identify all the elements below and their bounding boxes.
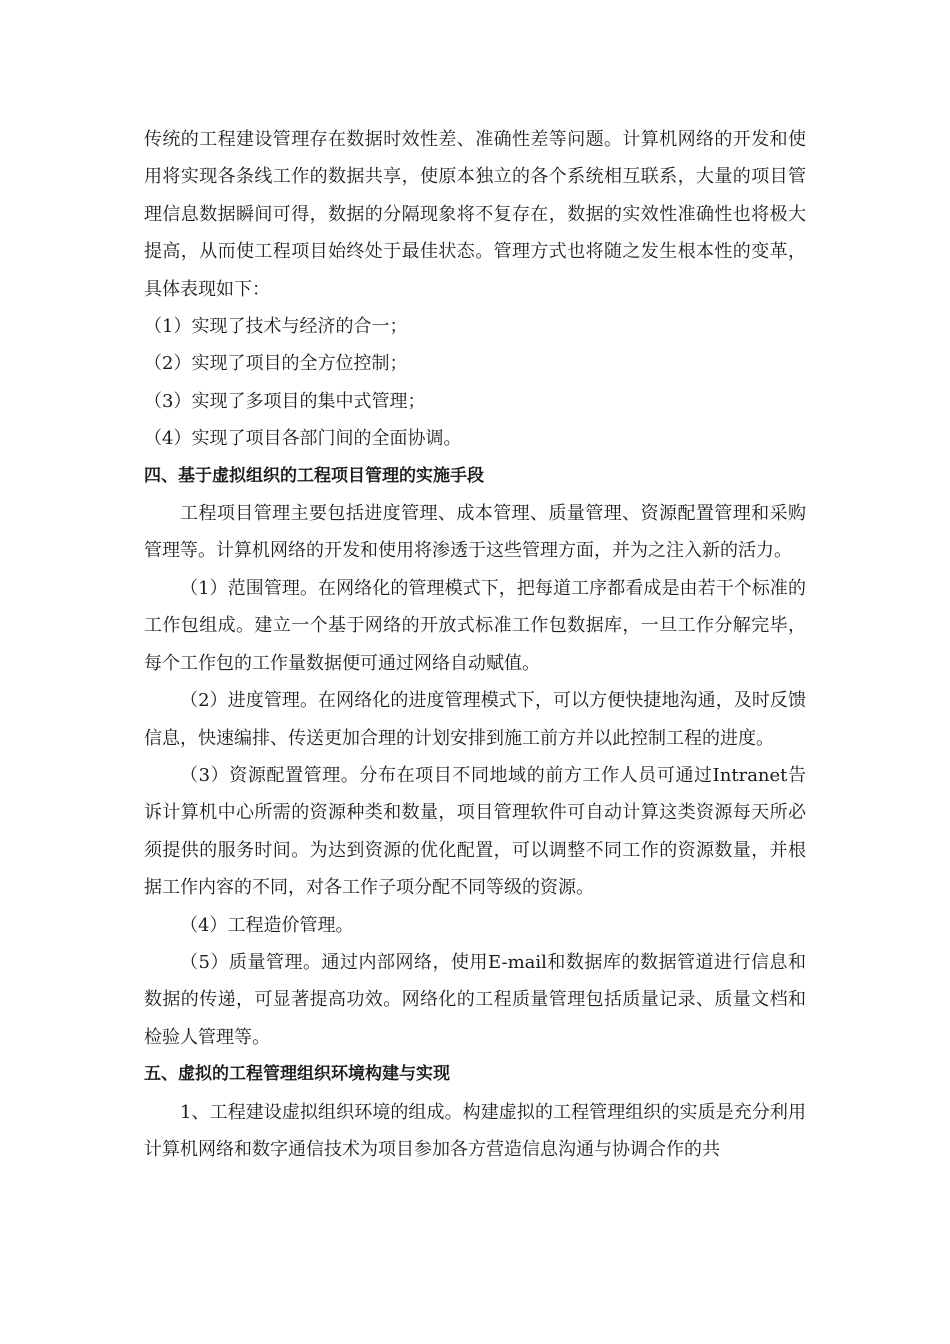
list-item: （1）实现了技术与经济的合一；	[144, 316, 408, 338]
list-item: （3）实现了多项目的集中式管理；	[144, 390, 426, 412]
section-heading: 四、基于虚拟组织的工程项目管理的实施手段	[144, 465, 484, 486]
body-paragraph: （3）资源配置管理。分布在项目不同地域的前方工作人员可通过Intranet告诉计算机中心所需的资源种类和数量，项目管理软件可自动计算这类资源每天所必须提供的服务时间。为达到资源的优化配置，可以调整不同工作的资源数量，并根据工作内容的不同，对各工作子项分配不同等级的资源。	[144, 764, 806, 899]
list-item: （2）实现了项目的全方位控制；	[144, 353, 408, 375]
section-heading: 五、虚拟的工程管理组织环境构建与实现	[144, 1064, 450, 1085]
body-paragraph: 工程项目管理主要包括进度管理、成本管理、质量管理、资源配置管理和采购管理等。计算机网络的开发和使用将渗透于这些管理方面，并为之注入新的活力。	[144, 503, 806, 562]
body-paragraph: （4）工程造价管理。	[180, 914, 354, 936]
body-paragraph: （1）范围管理。在网络化的管理模式下，把每道工序都看成是由若干个标准的工作包组成。建立一个基于网络的开放式标准工作包数据库，一旦工作分解完毕，每个工作包的工作量数据便可通过网络自动赋值。	[144, 577, 806, 674]
document-body	[144, 121, 806, 1168]
list-item: （4）实现了项目各部门间的全面协调。	[144, 428, 462, 450]
body-paragraph: 1、工程建设虚拟组织环境的组成。构建虚拟的工程管理组织的实质是充分利用计算机网络和数字通信技术为项目参加各方营造信息沟通与协调合作的共	[144, 1101, 806, 1160]
body-paragraph: （5）质量管理。通过内部网络，使用E-mail和数据库的数据管道进行信息和数据的传递，可显著提高功效。网络化的工程质量管理包括质量记录、质量文档和检验人管理等。	[144, 951, 806, 1048]
body-paragraph: （2）进度管理。在网络化的进度管理模式下，可以方便快捷地沟通，及时反馈信息，快速编排、传送更加合理的计划安排到施工前方并以此控制工程的进度。	[144, 690, 806, 749]
body-paragraph: 传统的工程建设管理存在数据时效性差、准确性差等问题。计算机网络的开发和使用将实现各条线工作的数据共享，使原本独立的各个系统相互联系，大量的项目管理信息数据瞬间可得，数据的分隔现象将不复存在，数据的实效性准确性也将极大提高，从而使工程项目始终处于最佳状态。管理方式也将随之发生根本性的变革，具体表现如下：	[144, 129, 806, 300]
